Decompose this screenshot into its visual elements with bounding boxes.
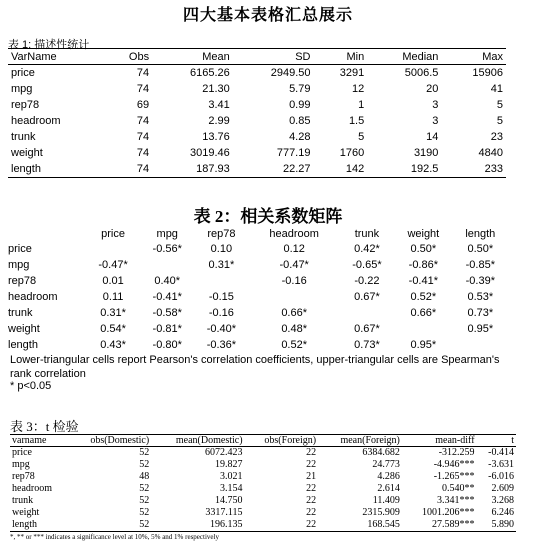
table-cell	[453, 337, 508, 353]
table-cell: 777.19	[276, 147, 311, 159]
table-cell: 142	[313, 161, 367, 178]
table-cell: 19.827	[215, 459, 243, 470]
page-title: 四大基本表格汇总展示	[182, 7, 353, 24]
table-row	[10, 507, 516, 519]
table-cell: 4840	[478, 147, 503, 159]
table-header-row	[8, 226, 508, 241]
table-cell: 22	[306, 447, 317, 458]
row-label: price	[8, 243, 32, 255]
column-header: headroom	[269, 227, 319, 240]
table-cell: 0.54*	[100, 323, 126, 335]
table-cell: 74	[136, 83, 150, 95]
table-cell: -0.47*	[279, 259, 309, 271]
table-cell: 22	[245, 519, 319, 532]
table-cell: -0.56*	[152, 243, 182, 255]
row-label: price	[12, 447, 32, 458]
table-cell: 52	[139, 483, 150, 494]
table-cell: 0.95*	[410, 339, 437, 351]
column-header: mean(Foreign)	[318, 435, 402, 447]
table-cell: 3.41	[208, 99, 230, 111]
table-cell: 12	[351, 83, 365, 95]
table-header-row	[8, 49, 506, 65]
table-cell: 1760	[339, 147, 365, 159]
table-cell: -0.80*	[152, 339, 182, 351]
table-cell: 0.43*	[100, 339, 126, 351]
column-header: trunk	[354, 227, 380, 240]
table-cell: 1	[358, 99, 365, 111]
column-header: VarName	[8, 49, 106, 65]
table-cell: -0.86*	[408, 259, 439, 271]
table-header-row	[10, 435, 516, 447]
table-cell	[86, 241, 140, 257]
table-cell: 2.614	[377, 483, 400, 494]
table-row	[10, 459, 516, 471]
table-cell: -0.22	[354, 275, 380, 287]
table-cell: 5	[496, 115, 503, 127]
row-label: mpg	[11, 83, 33, 95]
table-row	[10, 483, 516, 495]
table-cell: 0.540**	[442, 483, 475, 494]
table-row	[8, 305, 508, 321]
column-header: Min	[313, 49, 367, 65]
table-row	[8, 337, 508, 353]
column-header: rep78	[207, 227, 236, 240]
row-label: weight	[8, 323, 40, 335]
table-row	[8, 129, 506, 145]
column-header: obs(Domestic)	[68, 435, 151, 447]
table-cell: 0.52*	[410, 291, 437, 303]
table-cell: 22	[306, 459, 317, 470]
table2-title: 表 2：相关系数矩阵	[193, 207, 343, 226]
row-label: trunk	[11, 131, 36, 143]
table-row	[8, 145, 506, 161]
table-cell: -0.81*	[152, 323, 182, 335]
table-cell: 3019.46	[190, 147, 230, 159]
table-cell: 14	[426, 131, 439, 143]
table-cell: -0.58*	[152, 307, 182, 319]
table-cell: 23	[490, 131, 503, 143]
table-cell: 0.66*	[410, 307, 437, 319]
table-cell: 0.31*	[208, 259, 235, 271]
table-cell: 48	[139, 471, 150, 482]
row-label: length	[10, 519, 68, 532]
table-cell: 5	[496, 99, 503, 111]
column-header: obs(Foreign)	[245, 435, 319, 447]
table-cell: 22.27	[233, 161, 314, 178]
table-cell	[394, 321, 453, 337]
table-row	[8, 113, 506, 129]
table-cell: 74	[136, 67, 150, 79]
column-header: mpg	[156, 227, 178, 240]
table-cell: -0.85*	[465, 259, 495, 271]
table-cell: 3317.115	[205, 507, 243, 518]
table-cell: 0.53*	[467, 291, 494, 303]
table-cell: 6384.682	[362, 447, 400, 458]
table-cell: -0.16	[208, 307, 234, 319]
table-row	[8, 241, 508, 257]
table-cell: 6.246	[491, 507, 514, 518]
table-cell: -0.40*	[206, 323, 237, 335]
table-cell: -4.946***	[433, 459, 475, 470]
column-header: mean(Domestic)	[151, 435, 244, 447]
table-cell: 0.99	[289, 99, 311, 111]
table-row	[8, 321, 508, 337]
table-cell: 3.154	[220, 483, 243, 494]
row-label: headroom	[11, 115, 61, 127]
row-label: rep78	[11, 99, 40, 111]
table-cell: 22	[306, 507, 317, 518]
table2-note: Lower-triangular cells report Pearson's correlation coefficients, upper-triangular cells are Spearman's rank correlation	[10, 354, 500, 380]
table-cell	[194, 273, 248, 289]
column-header: Obs	[106, 49, 152, 65]
table-cell: 21	[306, 471, 317, 482]
table-row	[8, 289, 508, 305]
table-cell: 22	[306, 495, 317, 506]
table-cell: 20	[426, 83, 439, 95]
column-header: price	[101, 227, 125, 240]
table-row	[8, 97, 506, 113]
table-cell: 0.48*	[281, 323, 308, 335]
column-header: mean-diff	[402, 435, 477, 447]
table-row	[10, 495, 516, 507]
column-header: t	[477, 435, 516, 447]
table-cell: 0.73*	[467, 307, 494, 319]
table-cell: 0.11	[102, 291, 124, 303]
table-cell: -0.47*	[98, 259, 128, 271]
table-cell: 22	[306, 483, 317, 494]
table-cell: 192.5	[367, 161, 441, 178]
table-cell: 187.93	[152, 161, 233, 178]
table-cell: 14.750	[215, 495, 243, 506]
table-row	[10, 519, 516, 532]
table-row	[10, 471, 516, 483]
table-cell: 0.67*	[354, 323, 380, 335]
table-cell: 1.5	[348, 115, 365, 127]
table-cell: 3.341***	[437, 495, 475, 506]
table2-significance-note: * p<0.05	[10, 380, 52, 392]
table-cell: -0.15	[208, 291, 234, 303]
row-label: price	[11, 67, 35, 79]
table-cell: 0.52*	[281, 339, 308, 351]
table-cell: 5.79	[289, 83, 311, 95]
table-cell: 0.42*	[354, 243, 380, 255]
column-header: weight	[407, 227, 440, 240]
table-cell: 0.66*	[281, 307, 308, 319]
table-row	[8, 257, 508, 273]
table-cell: 1001.206***	[422, 507, 475, 518]
table-cell: 0.12	[283, 243, 305, 255]
table-cell: -3.631	[488, 459, 514, 470]
row-label: mpg	[12, 459, 30, 470]
table-cell	[248, 289, 339, 305]
table-cell: 0.73*	[354, 339, 380, 351]
table-cell: -0.414	[488, 447, 514, 458]
table-cell: 3190	[413, 147, 439, 159]
table-cell: 41	[490, 83, 503, 95]
table-row	[8, 273, 508, 289]
table-cell: 3.021	[220, 471, 243, 482]
column-header: Median	[367, 49, 441, 65]
table1-caption: 表 1: 描述性统计	[8, 39, 90, 51]
table-cell: 52	[68, 519, 151, 532]
column-header: varname	[10, 435, 68, 447]
row-label: weight	[11, 147, 43, 159]
table-cell: -6.016	[488, 471, 514, 482]
table-cell: 2.609	[491, 483, 514, 494]
table-cell: 0.40*	[154, 275, 181, 287]
table-cell: 0.67*	[354, 291, 380, 303]
table3-note: *, ** or *** indicates a significance level at 10%, 5% and 1% respectively	[10, 533, 219, 541]
table-cell: 3	[432, 115, 439, 127]
table-cell: 52	[139, 495, 150, 506]
table-cell: -0.65*	[352, 259, 382, 271]
table-cell: 74	[106, 161, 152, 178]
table-cell: 3.268	[491, 495, 514, 506]
table-row	[8, 81, 506, 97]
table-cell: 0.10	[210, 243, 233, 255]
row-label: length	[8, 161, 106, 178]
table-cell: 13.76	[202, 131, 230, 143]
correlation-matrix-table	[8, 226, 508, 353]
table-row	[8, 65, 506, 82]
table-cell: 2315.909	[362, 507, 400, 518]
table-cell	[340, 305, 394, 321]
table-cell: 196.135	[151, 519, 244, 532]
column-header: SD	[233, 49, 314, 65]
table-cell: 74	[136, 147, 150, 159]
row-label: length	[8, 339, 38, 351]
table-cell: -0.39*	[465, 275, 495, 287]
table-cell: -0.36*	[206, 339, 237, 351]
table-cell: 0.50*	[467, 243, 494, 255]
table-cell: 2.99	[208, 115, 230, 127]
table-cell: 3	[432, 99, 439, 111]
descriptive-stats-table	[8, 48, 506, 178]
table-cell: 52	[139, 459, 150, 470]
table-cell: -1.265***	[433, 471, 475, 482]
row-label: headroom	[8, 291, 58, 303]
table-cell: 0.01	[102, 275, 124, 287]
table-cell: 15906	[472, 67, 503, 79]
row-label: trunk	[12, 495, 34, 506]
table-cell: -0.41*	[152, 291, 182, 303]
row-label: mpg	[8, 259, 30, 271]
table-cell: 3291	[339, 67, 365, 79]
table-cell: 74	[136, 131, 150, 143]
row-label: headroom	[12, 483, 52, 494]
table-row	[8, 161, 506, 178]
table-cell: 4.28	[289, 131, 311, 143]
table-cell: 24.773	[372, 459, 400, 470]
table-cell: 0.95*	[467, 323, 494, 335]
table-cell: 233	[441, 161, 506, 178]
table-cell: 27.589***	[402, 519, 477, 532]
table-cell: 52	[139, 507, 150, 518]
table-cell: 0.50*	[410, 243, 437, 255]
table-cell: 11.409	[372, 495, 400, 506]
table-cell: -312.259	[438, 447, 475, 458]
table-cell: 69	[136, 99, 150, 111]
row-label: trunk	[8, 307, 33, 319]
row-label: rep78	[12, 471, 35, 482]
table-cell: 0.85	[289, 115, 311, 127]
table-cell	[140, 257, 194, 273]
table-cell: -0.16	[281, 275, 307, 287]
t-test-table	[10, 434, 516, 532]
table-cell: 5.890	[477, 519, 516, 532]
table-cell: 2949.50	[270, 67, 311, 79]
table-cell: 0.31*	[100, 307, 126, 319]
table-cell: 74	[136, 115, 150, 127]
table-cell: 6072.423	[205, 447, 243, 458]
row-label: weight	[12, 507, 40, 518]
table-cell: 4.286	[377, 471, 400, 482]
table-cell: 5006.5	[404, 67, 439, 79]
table3-caption: 表 3：t 检验	[10, 419, 79, 434]
table-row	[10, 447, 516, 460]
row-label: rep78	[8, 275, 37, 287]
column-header	[8, 226, 86, 241]
table-cell: 168.545	[318, 519, 402, 532]
table-cell: -0.41*	[408, 275, 439, 287]
column-header: Max	[441, 49, 506, 65]
table-cell: 6165.26	[190, 67, 230, 79]
table-cell: 52	[139, 447, 150, 458]
table-cell: 5	[358, 131, 365, 143]
table-cell: 21.30	[202, 83, 230, 95]
column-header: Mean	[152, 49, 233, 65]
column-header: length	[465, 227, 496, 240]
